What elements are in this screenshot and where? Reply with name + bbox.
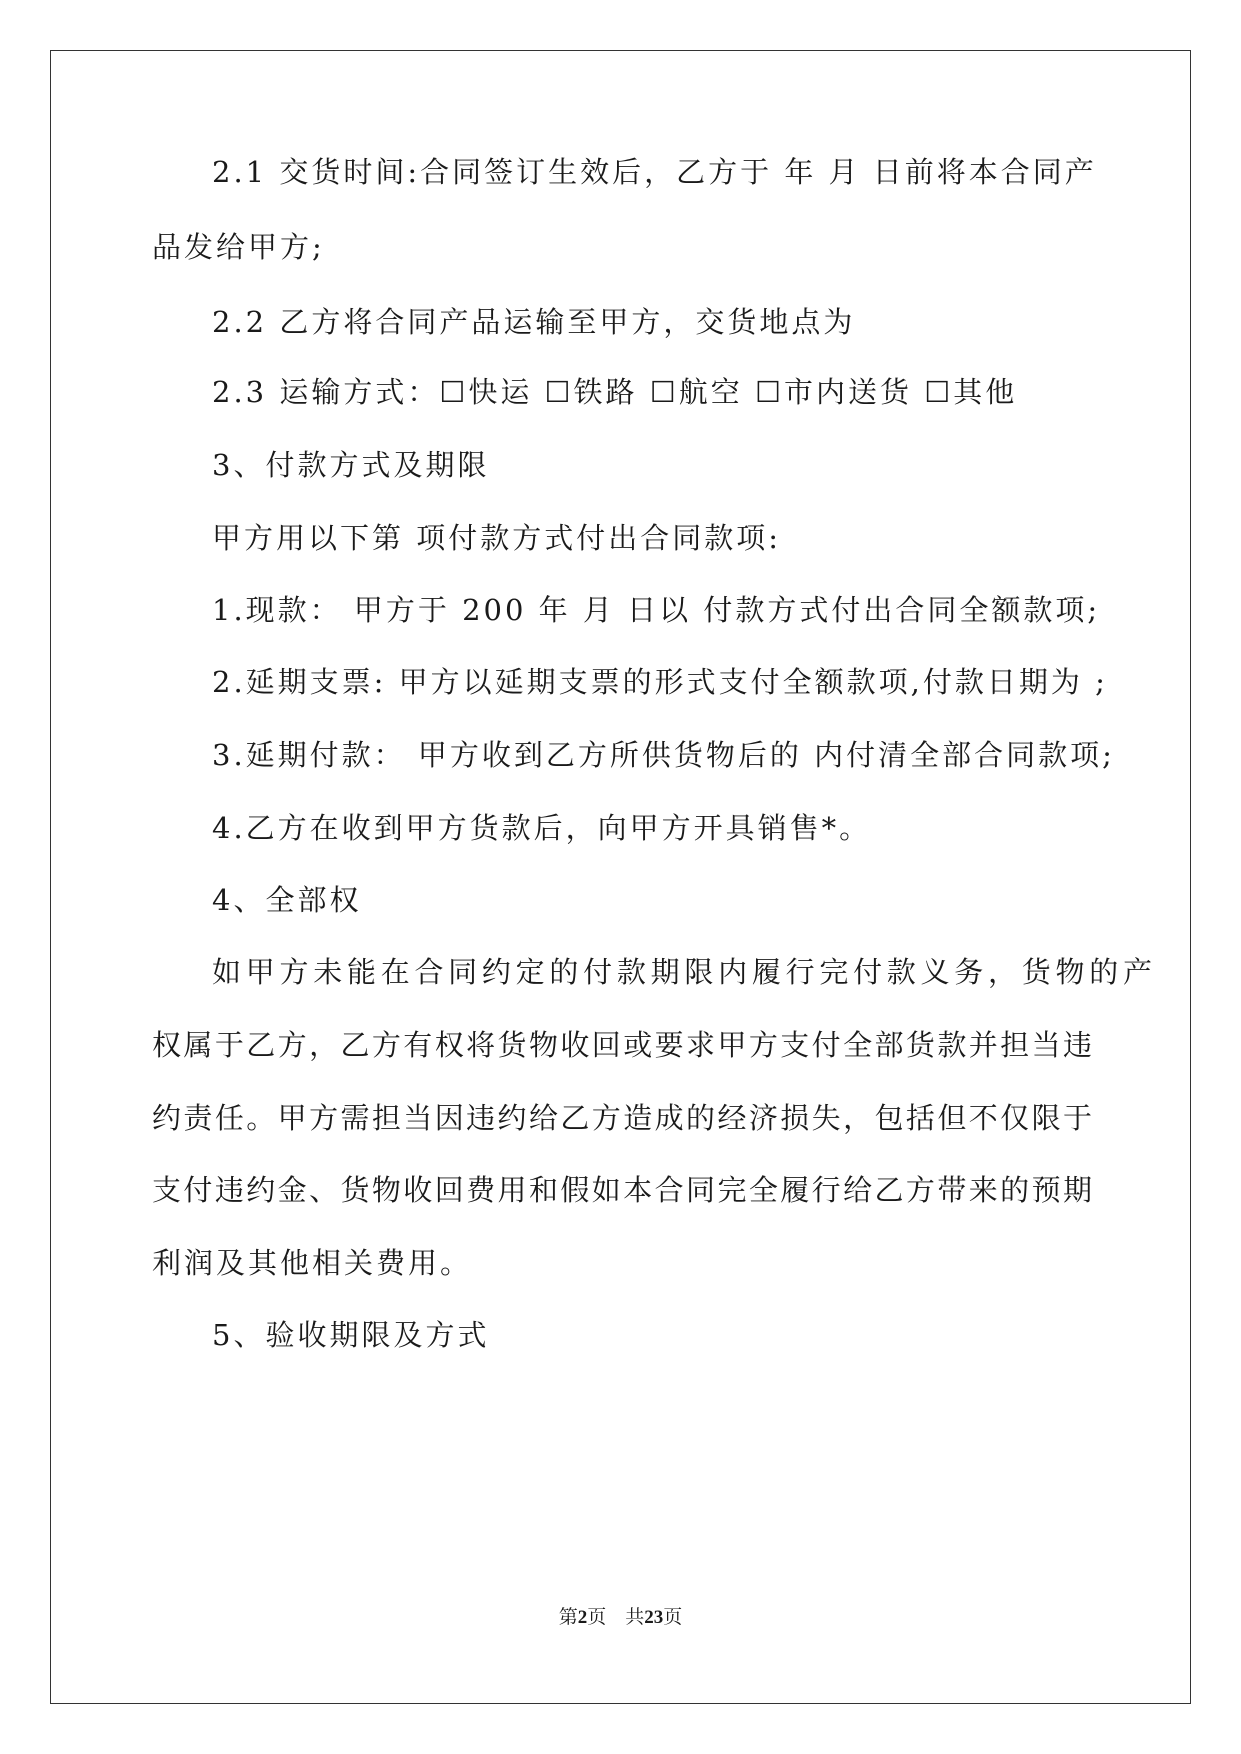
text-line: 如甲方未能在合同约定的付款期限内履行完付款义务，货物的产 [212, 955, 1152, 989]
text-line: 2.1 交货时间:合同签订生效后，乙方于 年 月 日前将本合同产 [212, 155, 1097, 189]
text-line: 1.现款： 甲方于 200 年 月 日以 付款方式付出合同全额款项; [212, 593, 1101, 627]
text-line: 2.2 乙方将合同产品运输至甲方，交货地点为 [212, 305, 856, 339]
text-line: 权属于乙方，乙方有权将货物收回或要求甲方支付全部货款并担当违 [152, 1028, 1092, 1062]
text-line: 利润及其他相关费用。 [152, 1246, 473, 1280]
section-heading: 4、全部权 [212, 883, 362, 917]
text-line: 4.乙方在收到甲方货款后，向甲方开具销售*。 [212, 811, 872, 845]
section-heading: 3、付款方式及期限 [212, 448, 490, 482]
text-line: 2.3 运输方式：☐快运 ☐铁路 ☐航空 ☐市内送货 ☐其他 [212, 375, 1018, 409]
text-line: 3.延期付款： 甲方收到乙方所供货物后的 内付清全部合同款项; [212, 738, 1115, 772]
text-line: 约责任。甲方需担当因违约给乙方造成的经济损失，包括但不仅限于 [152, 1101, 1092, 1135]
text-line: 2.延期支票: 甲方以延期支票的形式支付全额款项,付款日期为 ; [212, 665, 1108, 699]
text-line: 甲方用以下第 项付款方式付出合同款项: [212, 521, 781, 555]
text-line: 品发给甲方; [152, 230, 325, 264]
footer-prefix: 第 [558, 1606, 578, 1628]
total-page-number: 23 [644, 1607, 664, 1628]
section-heading: 5、验收期限及方式 [212, 1318, 490, 1352]
page-number-footer [0, 1605, 1241, 1630]
footer-suffix: 页 [663, 1606, 683, 1628]
footer-middle: 页 共 [587, 1606, 645, 1628]
page-border [50, 50, 1191, 1704]
text-line: 支付违约金、货物收回费用和假如本合同完全履行给乙方带来的预期 [152, 1173, 1092, 1207]
current-page-number: 2 [577, 1607, 588, 1628]
